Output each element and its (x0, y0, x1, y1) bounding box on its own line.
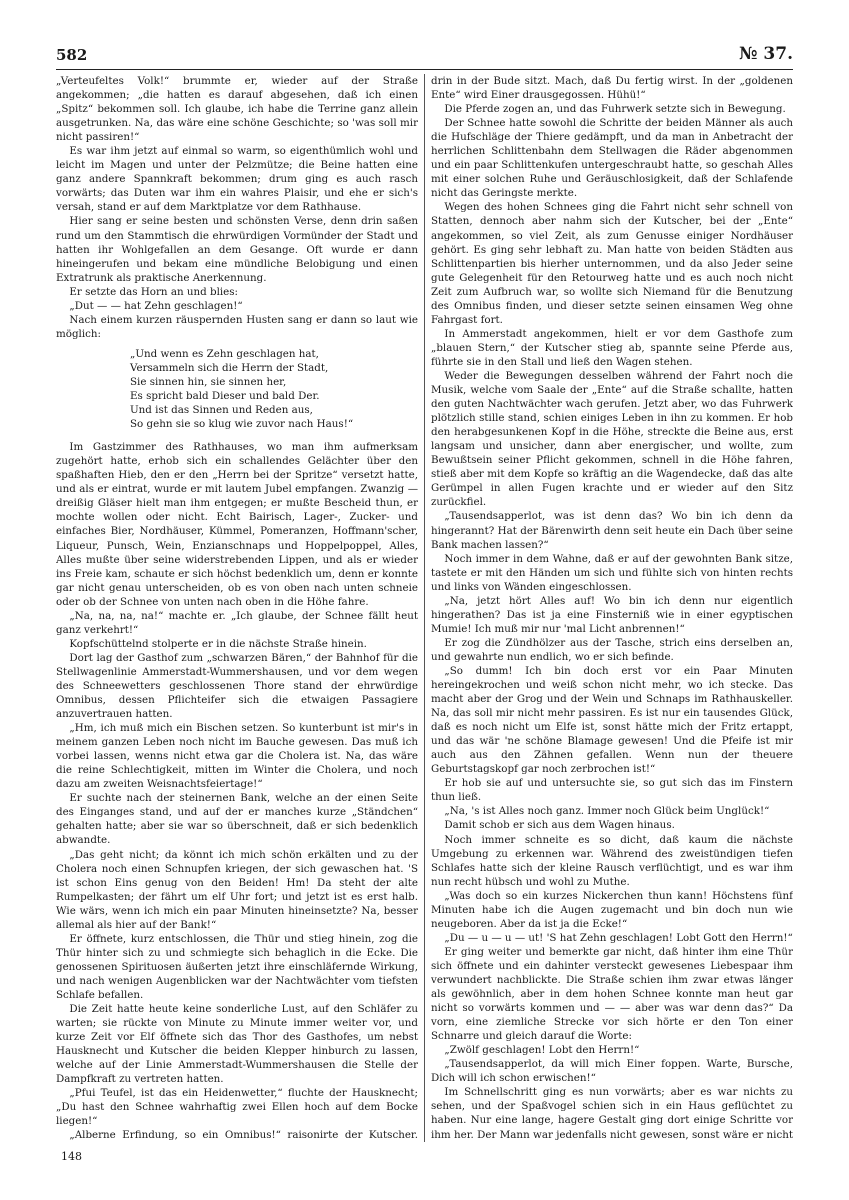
paragraph: Er suchte nach der steinernen Bank, welche an der einen Seite des Einganges stand, und auf der er manches kurze „Ständchen“ gehalten hatte; aber sie war so überschneit, daß er sich bedenklich abwandte. (56, 792, 418, 847)
paragraph: Im Gastzimmer des Rathhauses, wo man ihm aufmerksam zugehört hatte, erhob sich ein schallendes Gelächter über den spaßhaften Hieb, den er den „Herrn bei der Spritze“ versetzt hatte, und als er eintrat, wurde er mit lautem Jubel empfangen. Zwanzig — dreißig Gläser hielt man ihm entgegen; er mußte Bescheid thun, er mochte wollen oder nicht. Echt Bairisch, Lager-, Zucker- und einfaches Bier, Nordhäuser, Kümmel, Pomeranzen, Hoffmann'scher, Liqueur, Punsch, Wein, Enzianschnaps und Hoppelpoppel, Alles, Alles mußte über seine widerstrebenden Lippen, und als er wieder ins Freie kam, schaute er sich höchst bedenklich um, denn er konnte gar nicht genau unterscheiden, ob es von oben nach unten schneie oder ob der Schnee von unten nach oben in die Höhe fahre. (56, 441, 418, 608)
paragraph: Weder die Bewegungen desselben während der Fahrt noch die Musik, welche vom Saale der „Ente“ auf die Straße schallte, hatten den guten Nachtwächter wach gerufen. Jetzt aber, wo das Fuhrwerk plötzlich stille stand, schien einiges Leben in ihn zu kommen. Er hob den herabgesunkenen Kopf in die Höhe, streckte die Beine aus, erst langsam und unsicher, dann aber energischer, und wollte, zum Bewußtsein seiner Pflicht gekommen, schnell in die Höhe fahren, stieß aber mit dem Kopfe so kräftig an die Wagendecke, daß das alte Gerümpel in allen Fugen krachte und er wieder auf den Sitz zurückfiel. (431, 369, 793, 509)
page-number: 582 (56, 46, 88, 64)
paragraph: Er zog die Zündhölzer aus der Tasche, strich eins derselben an, und gewahrte nun endlich, wo er sich befinde. (431, 636, 793, 663)
paragraph: „Pfui Teufel, ist das ein Heidenwetter,“ fluchte der Hausknecht; „Du hast den Schnee wahrhaftig zwei Ellen hoch auf dem Bocke liegen!“ (56, 1087, 418, 1128)
paragraph: „Na, jetzt hört Alles auf! Wo bin ich denn nur eigentlich hingerathen? Das ist ja eine Finsterniß wie in einer egyptischen Mumie! Ich muß mir nur 'mal Licht anbrennen!“ (431, 594, 793, 635)
header-rule (56, 69, 793, 70)
poem-line: So gehn sie so klug wie zuvor nach Haus!“ (130, 418, 354, 431)
paragraph: Kopfschüttelnd stolperte er in die nächste Straße hinein. (69, 637, 367, 650)
paragraph: Nach einem kurzen räuspernden Husten sang er dann so laut wie möglich: (56, 313, 418, 340)
poem-line: Es spricht bald Dieser und bald Der. (130, 390, 320, 403)
poem-line: Sie sinnen hin, sie sinnen her, (130, 375, 287, 388)
paragraph: Er hob sie auf und untersuchte sie, so gut sich das im Finstern thun ließ. (431, 777, 793, 804)
poem-line: Versammeln sich die Herrn der Stadt, (130, 361, 329, 374)
paragraph: „Tausendsapperlot, da will mich Einer foppen. Warte, Bursche, Dich will ich schon erwischen!“ (431, 1058, 793, 1085)
paragraph: Noch immer schneite es so dicht, daß kaum die nächste Umgebung zu erkennen war. Während des zweistündigen tiefen Schlafes hatte sich der kleine Rausch verflüchtigt, und es war ihm nun recht hübsch und wohl zu Muthe. (431, 833, 793, 888)
paragraph: Er ging weiter und bemerkte gar nicht, daß hinter ihm eine Thür sich öffnete und ein dahinter versteckt gewesenes Liebespaar ihm verwundert nachblickte. Die Straße schien ihm zwar etwas länger als gewöhnlich, aber in dem hohen Schnee konnte man heut gar nicht so vorwärts kommen und — — aber was war denn das?“ Da vorn, eine ziemliche Strecke vor sich hörte er den Ton einer Schnarre und gleich darauf die Worte: (431, 945, 793, 1043)
sheet-number: 148 (61, 1150, 82, 1163)
paragraph: „Dut — — hat Zehn geschlagen!“ (69, 299, 243, 312)
column-divider (424, 74, 425, 1142)
paragraph: drin in der Bude sitzt. Mach, daß Du fertig wirst. In der „goldenen Ente“ wird Einer drausgegossen. Hühü!“ (431, 75, 793, 102)
paragraph: Hier sang er seine besten und schönsten Verse, denn drin saßen rund um den Stammtisch die ehrwürdigen Vormünder der Stadt und hatten ihr Wohlgefallen an dem Gesange. Oft wurde er dann hineingerufen und bekam eine mündliche Belobigung und einen Extratrunk als praktische Anerkennung. (56, 215, 418, 284)
paragraph: Noch immer in dem Wahne, daß er auf der gewohnten Bank sitze, tastete er mit den Händen um sich und fühlte sich von hinten rechts und links von Wänden eingeschlossen. (431, 552, 793, 593)
paragraph: Damit schob er sich aus dem Wagen hinaus. (444, 819, 675, 832)
right-column (431, 74, 793, 1144)
paragraph: Die Pferde zogen an, und das Fuhrwerk setzte sich in Bewegung. (444, 103, 786, 116)
paragraph: „So dumm! Ich bin doch erst vor ein Paar Minuten hereingekrochen und weiß schon nicht mehr, wo ich stecke. Das macht aber der Grog und der Wein und Schnaps im Rathhauskeller. Na, das soll mir nicht mehr passiren. Es ist nur ein tausendes Glück, daß es noch nicht um Elfe ist, sonst hätte mich der Fritz ertappt, und das wär 'ne schöne Blamage gewesen! Und die Pfeife ist mir auch aus den Zähnen gefallen. Wenn nun der theuere Geburtstagskopf gar noch zerbrochen ist!“ (431, 664, 793, 776)
paragraph: Wegen des hohen Schnees ging die Fahrt nicht sehr schnell von Statten, dennoch aber nahm sich der Kutscher, bei der „Ente“ angekommen, so viel Zeit, als zum Genusse einiger Nordhäuser gehört. Es ging sehr lebhaft zu. Man hatte von beiden Städten aus Schlittenpartien bis hierher unternommen, und da also Jeder seine gute Gelegenheit für den Retourweg hatte und es auch noch nicht Zeit zum Aufbruch war, so wollte sich Niemand für die Benutzung des Omnibus finden, und dieser setzte seinen einsamen Weg ohne Fahrgast fort. (431, 201, 793, 326)
paragraph: „Was doch so ein kurzes Nickerchen thun kann! Höchstens fünf Minuten habe ich die Augen zugemacht und bin doch nun wie neugeboren. Aber da ist ja die Ecke!“ (431, 889, 793, 930)
poem-line: „Und wenn es Zehn geschlagen hat, (130, 347, 319, 360)
paragraph: „Alberne Erfindung, so ein Omnibus!“ raisonirte der Kutscher. (69, 1129, 418, 1142)
paragraph: Es war ihm jetzt auf einmal so warm, so eigenthümlich wohl und leicht im Magen und unter der Pelzmütze; die Beine hatten eine ganz andere Spannkraft bekommen; drum ging es auch rasch vorwärts; das Duten war ihm ein wahres Plaisir, und ehe er sich's versah, stand er auf dem Marktplatze vor dem Rathhause. (56, 145, 418, 214)
paragraph: „Verteufeltes Volk!“ brummte er, wieder auf der Straße angekommen; „die hatten es darauf abgesehen, daß ich einen „Spitz“ bekommen soll. Ich glaube, ich habe die Terrine ganz allein ausgetrunken. Na, das wäre eine schöne Geschichte; so 'was soll mir nicht passiren!“ (56, 75, 418, 144)
paragraph: „Du — u — u — ut! 'S hat Zehn geschlagen! Lobt Gott den Herrn!“ (444, 931, 793, 944)
page-header (56, 44, 793, 68)
poem-line: Und ist das Sinnen und Reden aus, (130, 404, 313, 417)
paragraph: In Ammerstadt angekommen, hielt er vor dem Gasthofe zum „blauen Stern,“ der Kutscher stieg ab, spannte seine Pferde aus, führte sie in den Stall und ließ den Wagen stehen. (431, 327, 793, 368)
paragraph: „Tausendsapperlot, was ist denn das? Wo bin ich denn da hingerannt? Hat der Bärenwirth denn seit heute ein Dach über seine Bank machen lassen?“ (431, 510, 793, 551)
paragraph: Die Zeit hatte heute keine sonderliche Lust, auf den Schläfer zu warten; sie rückte von Minute zu Minute immer weiter vor, und kurze Zeit vor Elf öffnete sich das Thor des Gasthofes, um nebst Hausknecht und Kutscher die beiden Klepper hinburch zu lassen, welche auf der Linie Ammerstadt-Wummershausen die Stelle der Dampfkraft zu vertreten hatten. (56, 1003, 418, 1086)
paragraph: Der Schnee hatte sowohl die Schritte der beiden Männer als auch die Hufschläge der Thiere gedämpft, und da man in Anbetracht der herrlichen Schlittenbahn dem Stellwagen die Räder abgenommen und ein paar Schlittenkufen untergeschraubt hatte, so geschah Alles mit einer solchen Ruhe und Geräuschlosigkeit, daß der Schlafende nicht das Geringste merkte. (431, 117, 793, 200)
paragraph: Er öffnete, kurz entschlossen, die Thür und stieg hinein, zog die Thür hinter sich zu und schmiegte sich behaglich in die Ecke. Die genossenen Spirituosen äußerten jetzt ihre einschläfernde Wirkung, und nach wenigen Augenblicken war der Nachtwächter vom tiefsten Schlafe befallen. (56, 932, 418, 1001)
paragraph: „Das geht nicht; da könnt ich mich schön erkälten und zu der Cholera noch einen Schnupfen kriegen, der sich gewaschen hat. 'S ist schon Eins genug von den Beiden! Hm! Da steht der alte Rumpelkasten; der fährt um elf Uhr fort; und jetzt ist es erst halb. Wie wärs, wenn ich mich ein paar Minuten hineinsetzte? Na, besser allemal als hier auf der Bank!“ (56, 848, 418, 931)
poem (130, 347, 418, 431)
paragraph: „Na, na, na, na!“ machte er. „Ich glaube, der Schnee fällt heut ganz verkehrt!“ (56, 609, 418, 636)
paragraph: „Zwölf geschlagen! Lobt den Herrn!“ (444, 1044, 640, 1057)
paragraph: Dort lag der Gasthof zum „schwarzen Bären,“ der Bahnhof für die Stellwagenlinie Ammerstadt-Wummershausen, und vor dem wegen des Schneewetters geschlossenen Thore stand der ehrwürdige Omnibus, dessen Pflichteifer sich die etwaigen Passagiere anzuvertrauen hatten. (56, 651, 418, 721)
paragraph: Er setzte das Horn an und blies: (69, 285, 239, 298)
paragraph: „Na, 's ist Alles noch ganz. Immer noch Glück beim Unglück!“ (444, 805, 770, 818)
issue-number: № 37. (739, 44, 793, 64)
left-column (56, 74, 418, 1144)
paragraph: „Hm, ich muß mich ein Bischen setzen. So kunterbunt ist mir's in meinem ganzen Leben noch nicht im Bauche gewesen. Das muß ich vorbei lassen, wenns nicht etwa gar die Cholera ist. Na, das wäre die reine Schlechtigkeit, mitten im Winter die Cholera, und noch dazu am zweiten Weisnachtsfeiertage!“ (56, 722, 418, 791)
paragraph: Im Schnellschritt ging es nun vorwärts; aber es war nichts zu sehen, und der Spaßvogel schien sich in ein Haus geflüchtet zu haben. Nur eine lange, hagere Gestalt ging dort einige Schritte vor ihm her. Der Mann war jedenfalls nicht gewesen, sonst wäre er nicht (431, 1086, 793, 1141)
